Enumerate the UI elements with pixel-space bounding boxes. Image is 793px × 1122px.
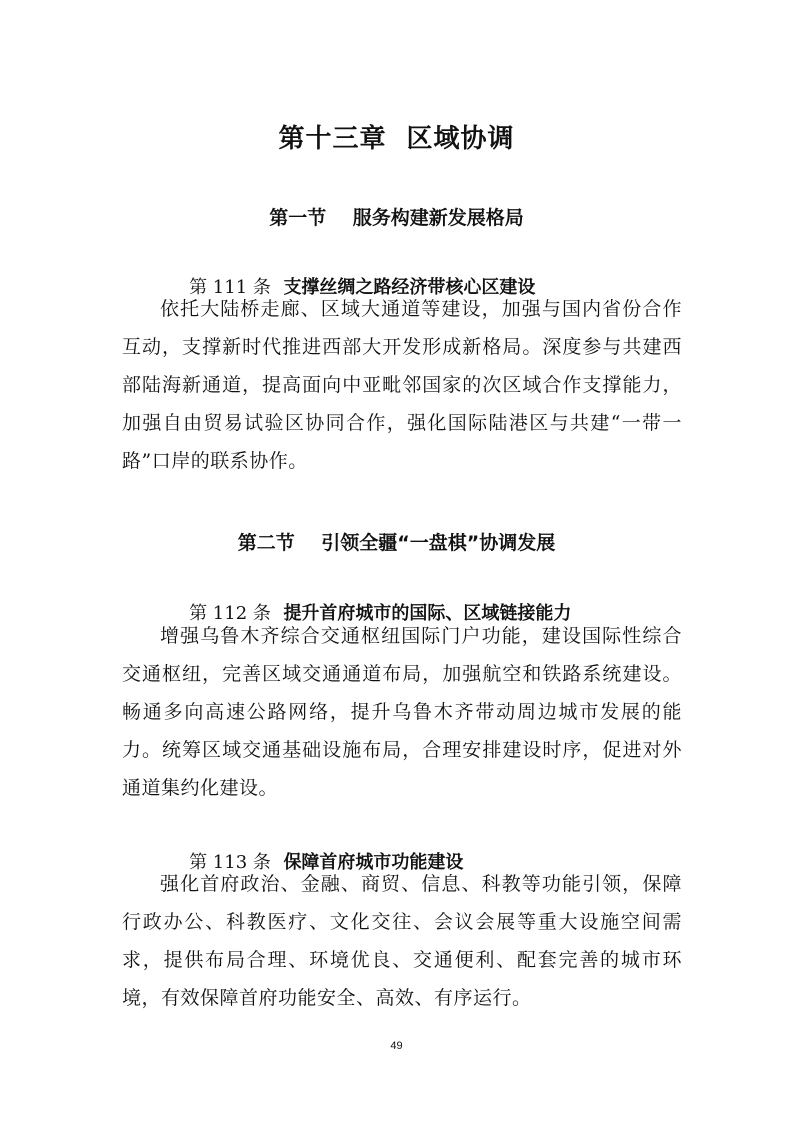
chapter-title: 第十三章 区域协调 [278,124,515,154]
article-112-body: 增强乌鲁木齐综合交通枢纽国际门户功能，建设国际性综合交通枢纽，完善区域交通通道布局，加强航空和铁路系统建设。畅通多向高速公路网络，提升乌鲁木齐带动周边城市发展的能力。统筹区域交通基础设施布局，合理安排建设时序，促进对外通道集约化建设。 [122,625,682,799]
article-heading: 提升首府城市的国际、区域链接能力 [283,603,572,624]
article-number: 第 111 条 [189,277,271,298]
article-number: 第 113 条 [189,852,271,873]
page-number: 49 [390,1040,403,1052]
section-title-1: 第一节 服务构建新发展格局 [269,207,524,229]
article-number: 第 112 条 [189,603,271,624]
article-heading: 支撑丝绸之路经济带核心区建设 [283,277,536,298]
article-heading: 保障首府城市功能建设 [283,852,464,873]
section-title-2: 第二节 引领全疆“一盘棋”协调发展 [237,532,556,554]
article-113-body: 强化首府政治、金融、商贸、信息、科教等功能引领，保障行政办公、科教医疗、文化交往、会议会展等重大设施空间需求，提供布局合理、环境优良、交通便利、配套完善的城市环境，有效保障首府功能安全、高效、有序运行。 [122,873,682,1009]
article-111-body: 依托大陆桥走廊、区域大通道等建设，加强与国内省份合作互动，支撑新时代推进西部大开发形成新格局。深度参与共建西部陆海新通道，提高面向中亚毗邻国家的次区域合作支撑能力，加强自由贸易试验区协同合作，强化国际陆港区与共建“一带一路”口岸的联系协作。 [122,298,682,472]
